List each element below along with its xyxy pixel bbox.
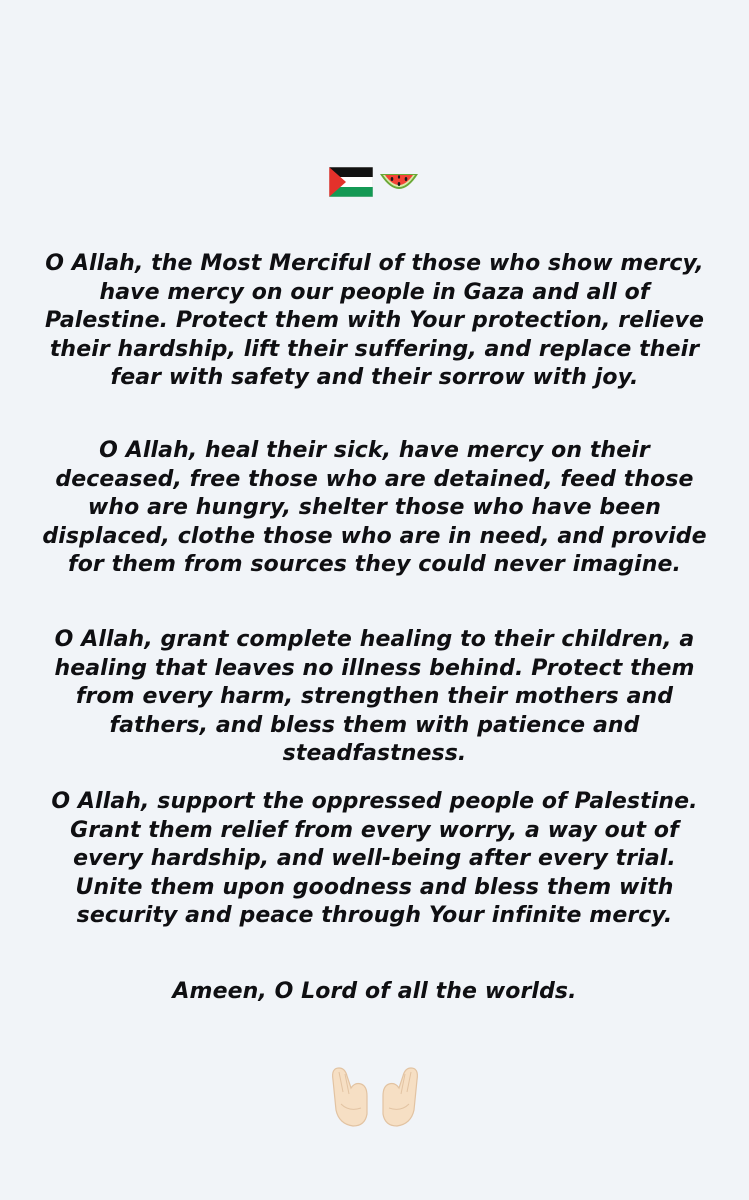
prayer-paragraph-healing-sick: O Allah, heal their sick, have mercy on their deceased, free those who are detained, feed those who are hungry, shelter those who have been displaced, clothe those who are in need, and provide for them from sources they could never imagine. (42, 438, 707, 578)
open-hands-icon (327, 1062, 423, 1132)
prayer-paragraph-children: O Allah, grant complete healing to their children, a healing that leaves no illness behind. Protect them from every harm, strengthen their mothers and fathers, and bless them with patience and steadfastness. (54, 627, 695, 767)
prayer-paragraph-support: O Allah, support the oppressed people of Palestine. Grant them relief from every worry, a way out of every hardship, and well-being after every trial. Unite them upon goodness and bless them with security and peace through Your infinite mercy. (51, 789, 698, 929)
bottom-emoji-row (0, 1062, 749, 1132)
watermelon-icon (377, 164, 421, 200)
top-emoji-row (0, 162, 749, 202)
prayer-closing: Ameen, O Lord of all the worlds. (172, 979, 577, 1004)
palestine-flag-icon (329, 167, 373, 197)
prayer-paragraph-mercy: O Allah, the Most Merciful of those who show mercy, have mercy on our people in Gaza and all of Palestine. Protect them with Your protection, relieve their hardship, lift their suffering, and replace their fear with safety and their sorrow with joy. (45, 251, 704, 391)
